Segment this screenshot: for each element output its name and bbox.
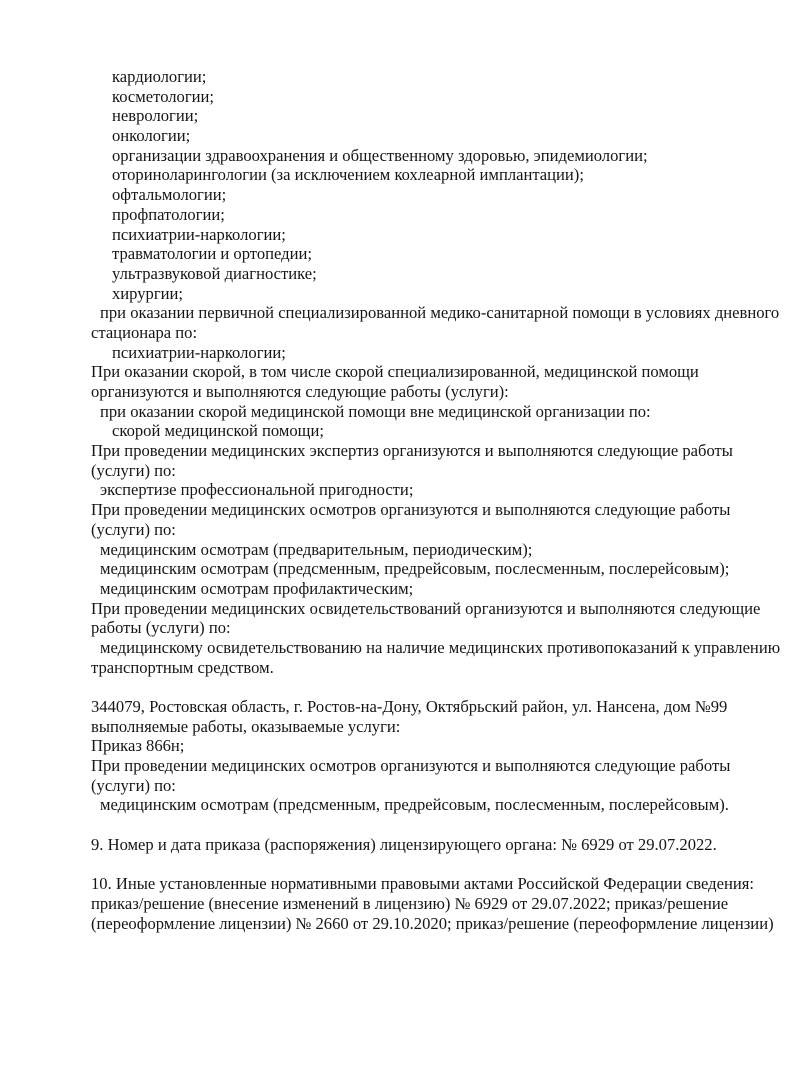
text-line: организации здравоохранения и общественному здоровью, эпидемиологии; <box>112 145 648 165</box>
text-line: травматологии и ортопедии; <box>112 244 312 264</box>
text-line: Приказ 866н; <box>91 736 185 756</box>
text-line: (услуги) по: <box>91 460 176 480</box>
text-line: 344079, Ростовская область, г. Ростов-на-Дону, Октябрьский район, ул. Нансена, дом №99 <box>91 697 728 716</box>
text-line: психиатрии-наркологии; <box>112 224 286 244</box>
text-line: (услуги) по: <box>91 519 176 539</box>
text-line: косметологии; <box>112 86 215 106</box>
text-line: медицинскому освидетельствованию на наличие медицинских противопоказаний к управлению <box>100 637 781 657</box>
blank-line <box>91 855 812 875</box>
text-line: 10. Иные установленные нормативными правовыми актами Российской Федерации сведения: <box>91 874 754 894</box>
text-line: оториноларингологии (за исключением кохлеарной имплантации); <box>112 165 584 185</box>
text-line: медицинским осмотрам профилактическим; <box>100 578 414 598</box>
text-line: медицинским осмотрам (предсменным, предрейсовым, послесменным, послерейсовым); <box>100 559 730 579</box>
text-line: профпатологии; <box>112 204 225 224</box>
text-line: кардиологии; <box>112 67 207 86</box>
text-line: офтальмологии; <box>112 185 227 205</box>
blank-line <box>91 815 812 835</box>
text-line: (переоформление лицензии) № 2660 от 29.10.2020; приказ/решение (переоформление лицензии) <box>91 913 774 933</box>
text-line: онкологии; <box>112 126 191 146</box>
text-line: При оказании скорой, в том числе скорой специализированной, медицинской помощи <box>91 362 699 382</box>
text-line: ультразвуковой диагностике; <box>112 263 317 283</box>
text-line: скорой медицинской помощи; <box>112 421 324 441</box>
text-line: приказ/решение (внесение изменений в лицензию) № 6929 от 29.07.2022; приказ/решение <box>91 893 729 913</box>
text-line: выполняемые работы, оказываемые услуги: <box>91 716 401 736</box>
text-line: 9. Номер и дата приказа (распоряжения) лицензирующего органа: № 6929 от 29.07.2022. <box>91 834 717 854</box>
text-line: медицинским осмотрам (предсменным, предрейсовым, послесменным, послерейсовым). <box>100 795 729 815</box>
text-line: стационара по: <box>91 322 198 342</box>
text-line: организуются и выполняются следующие работы (услуги): <box>91 382 509 401</box>
text-line: При проведении медицинских экспертиз организуются и выполняются следующие работы <box>91 441 733 461</box>
text-line: транспортным средством. <box>91 657 274 677</box>
text-line: При проведении медицинских осмотров организуются и выполняются следующие работы <box>91 756 731 776</box>
text-line: работы (услуги) по: <box>91 618 231 638</box>
blank-line <box>91 677 812 697</box>
text-line: медицинским осмотрам (предварительным, периодическим); <box>100 539 533 559</box>
text-line: психиатрии-наркологии; <box>112 342 286 362</box>
text-line: экспертизе профессиональной пригодности; <box>100 480 414 500</box>
document-text <box>91 67 812 933</box>
text-line: при оказании скорой медицинской помощи вне медицинской организации по: <box>100 401 651 421</box>
text-line: при оказании первичной специализированной медико-санитарной помощи в условиях дневного <box>100 303 780 323</box>
text-line: (услуги) по: <box>91 775 176 795</box>
text-line: При проведении медицинских освидетельствований организуются и выполняются следующие <box>91 598 761 618</box>
text-line: неврологии; <box>112 106 199 126</box>
text-line: хирургии; <box>112 283 184 303</box>
text-line: При проведении медицинских осмотров организуются и выполняются следующие работы <box>91 500 731 520</box>
